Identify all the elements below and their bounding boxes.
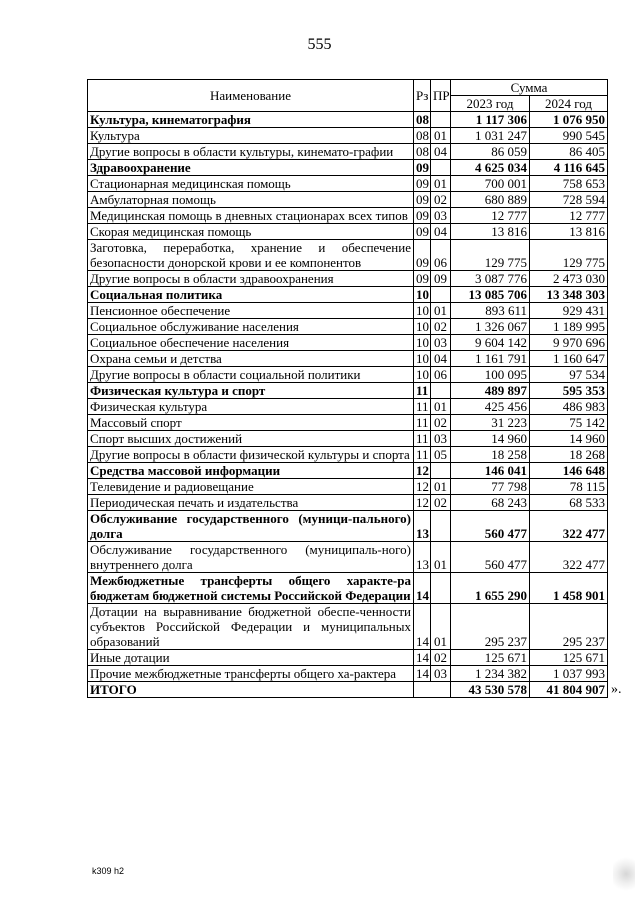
- row-amount-2023: 425 456: [451, 399, 530, 415]
- row-name: Медицинская помощь в дневных стационарах всех типов: [88, 208, 414, 224]
- row-rz-code: 14: [414, 573, 431, 604]
- row-pr-code: [431, 383, 451, 399]
- row-amount-2024: 146 648: [530, 463, 608, 479]
- table-row: [88, 208, 608, 224]
- row-name: Социальное обслуживание населения: [88, 319, 414, 335]
- row-rz-code: 08: [414, 112, 431, 128]
- row-pr-code: 01: [431, 303, 451, 319]
- row-amount-2024: 9 970 696: [530, 335, 608, 351]
- footer-code: k309 h2: [92, 866, 125, 876]
- row-name: Амбулаторная помощь: [88, 192, 414, 208]
- row-pr-code: [431, 160, 451, 176]
- row-amount-2024: 97 534: [530, 367, 608, 383]
- row-name: Дотации на выравнивание бюджетной обеспе-ченности субъектов Российской Федерации и муниципальных образований: [88, 604, 414, 650]
- row-rz-code: 09: [414, 224, 431, 240]
- row-name: Другие вопросы в области физической культуры и спорта: [88, 447, 414, 463]
- table-section-row: [88, 160, 608, 176]
- row-amount-2023: 680 889: [451, 192, 530, 208]
- table-row: [88, 367, 608, 383]
- row-amount-2024: 125 671: [530, 650, 608, 666]
- header-rz: Рз: [414, 80, 431, 112]
- row-rz-code: 14: [414, 650, 431, 666]
- row-pr-code: 03: [431, 431, 451, 447]
- row-amount-2024: 68 533: [530, 495, 608, 511]
- row-rz-code: 08: [414, 144, 431, 160]
- row-rz-code: 10: [414, 319, 431, 335]
- row-rz-code: 09: [414, 192, 431, 208]
- table-row: [88, 303, 608, 319]
- row-pr-code: 01: [431, 479, 451, 495]
- row-amount-2023: 68 243: [451, 495, 530, 511]
- row-rz-code: 09: [414, 271, 431, 287]
- table-row: [88, 666, 608, 682]
- table-body: [88, 112, 608, 698]
- row-name: Иные дотации: [88, 650, 414, 666]
- row-pr-code: 09: [431, 271, 451, 287]
- table-row: [88, 240, 608, 271]
- row-name: Другие вопросы в области социальной политики: [88, 367, 414, 383]
- row-amount-2023: 1 031 247: [451, 128, 530, 144]
- table-section-row: [88, 573, 608, 604]
- row-pr-code: 02: [431, 495, 451, 511]
- row-amount-2023: 295 237: [451, 604, 530, 650]
- table-row: [88, 351, 608, 367]
- row-amount-2023: 100 095: [451, 367, 530, 383]
- row-amount-2024: 14 960: [530, 431, 608, 447]
- header-name: Наименование: [88, 80, 414, 112]
- table-row: [88, 415, 608, 431]
- table-row: [88, 144, 608, 160]
- row-pr-code: 06: [431, 240, 451, 271]
- row-pr-code: 04: [431, 144, 451, 160]
- row-rz-code: 14: [414, 604, 431, 650]
- table-row: [88, 128, 608, 144]
- table-section-row: [88, 511, 608, 542]
- header-year-2024: 2024 год: [530, 96, 608, 112]
- table-row: [88, 176, 608, 192]
- row-name: Физическая культура и спорт: [88, 383, 414, 399]
- row-pr-code: 03: [431, 208, 451, 224]
- row-rz-code: 13: [414, 511, 431, 542]
- row-amount-2023: 4 625 034: [451, 160, 530, 176]
- row-amount-2023: 3 087 776: [451, 271, 530, 287]
- row-amount-2024: 486 983: [530, 399, 608, 415]
- row-name: Массовый спорт: [88, 415, 414, 431]
- row-name: Социальная политика: [88, 287, 414, 303]
- row-pr-code: [431, 511, 451, 542]
- row-name: Пенсионное обеспечение: [88, 303, 414, 319]
- row-name: Межбюджетные трансферты общего характе-ра бюджетам бюджетной системы Российской Федерации: [88, 573, 414, 604]
- row-name: Социальное обеспечение населения: [88, 335, 414, 351]
- closing-quote: ».: [611, 681, 622, 697]
- row-pr-code: [431, 573, 451, 604]
- row-rz-code: 10: [414, 367, 431, 383]
- row-name: Заготовка, переработка, хранение и обеспечение безопасности донорской крови и ее компонентов: [88, 240, 414, 271]
- header-sum: Сумма: [451, 80, 608, 96]
- budget-table: [87, 79, 608, 698]
- row-amount-2024: 929 431: [530, 303, 608, 319]
- row-rz-code: 14: [414, 666, 431, 682]
- row-amount-2023: 125 671: [451, 650, 530, 666]
- row-amount-2023: 12 777: [451, 208, 530, 224]
- row-name: Охрана семьи и детства: [88, 351, 414, 367]
- row-name: Другие вопросы в области здравоохранения: [88, 271, 414, 287]
- row-amount-2023: 129 775: [451, 240, 530, 271]
- row-amount-2024: 758 653: [530, 176, 608, 192]
- total-2023: 43 530 578: [451, 682, 530, 698]
- row-rz-code: 09: [414, 240, 431, 271]
- row-amount-2023: 14 960: [451, 431, 530, 447]
- row-amount-2023: 146 041: [451, 463, 530, 479]
- row-amount-2024: 1 458 901: [530, 573, 608, 604]
- row-name: Обслуживание государственного (муници-пального) долга: [88, 511, 414, 542]
- row-name: Культура: [88, 128, 414, 144]
- row-amount-2024: 75 142: [530, 415, 608, 431]
- row-amount-2024: 322 477: [530, 511, 608, 542]
- row-pr-code: [431, 112, 451, 128]
- table-row: [88, 399, 608, 415]
- row-pr-code: 03: [431, 335, 451, 351]
- row-amount-2024: 18 268: [530, 447, 608, 463]
- total-label: ИТОГО: [88, 682, 414, 698]
- row-rz-code: 08: [414, 128, 431, 144]
- row-amount-2023: 86 059: [451, 144, 530, 160]
- row-amount-2023: 1 161 791: [451, 351, 530, 367]
- row-amount-2023: 560 477: [451, 511, 530, 542]
- row-amount-2024: 1 037 993: [530, 666, 608, 682]
- row-pr-code: 01: [431, 176, 451, 192]
- row-pr-code: [431, 287, 451, 303]
- row-amount-2023: 1 326 067: [451, 319, 530, 335]
- table-section-row: [88, 383, 608, 399]
- row-pr-code: 04: [431, 224, 451, 240]
- row-pr-code: 03: [431, 666, 451, 682]
- row-name: Здравоохранение: [88, 160, 414, 176]
- row-amount-2023: 13 816: [451, 224, 530, 240]
- total-blank: [414, 682, 431, 698]
- row-name: Средства массовой информации: [88, 463, 414, 479]
- row-amount-2024: 295 237: [530, 604, 608, 650]
- row-amount-2024: 322 477: [530, 542, 608, 573]
- row-rz-code: 10: [414, 303, 431, 319]
- row-name: Прочие межбюджетные трансферты общего ха-рактера: [88, 666, 414, 682]
- row-name: Скорая медицинская помощь: [88, 224, 414, 240]
- row-pr-code: 05: [431, 447, 451, 463]
- row-pr-code: 04: [431, 351, 451, 367]
- total-row: [88, 682, 608, 698]
- row-rz-code: 13: [414, 542, 431, 573]
- table-row: [88, 495, 608, 511]
- row-amount-2024: 1 160 647: [530, 351, 608, 367]
- header-pr: ПР: [431, 80, 451, 112]
- row-amount-2024: 86 405: [530, 144, 608, 160]
- row-amount-2023: 18 258: [451, 447, 530, 463]
- row-rz-code: 10: [414, 335, 431, 351]
- row-pr-code: 02: [431, 319, 451, 335]
- row-pr-code: 01: [431, 128, 451, 144]
- table-row: [88, 604, 608, 650]
- table-row: [88, 650, 608, 666]
- row-name: Другие вопросы в области культуры, кинемато-графии: [88, 144, 414, 160]
- row-rz-code: 10: [414, 351, 431, 367]
- row-pr-code: 01: [431, 604, 451, 650]
- row-rz-code: 10: [414, 287, 431, 303]
- row-amount-2024: 2 473 030: [530, 271, 608, 287]
- header-year-2023: 2023 год: [451, 96, 530, 112]
- row-amount-2023: 1 117 306: [451, 112, 530, 128]
- row-amount-2024: 1 189 995: [530, 319, 608, 335]
- row-name: Телевидение и радиовещание: [88, 479, 414, 495]
- table-row: [88, 542, 608, 573]
- row-amount-2023: 893 611: [451, 303, 530, 319]
- total-blank: [431, 682, 451, 698]
- table-row: [88, 192, 608, 208]
- row-amount-2024: 13 816: [530, 224, 608, 240]
- row-rz-code: 11: [414, 399, 431, 415]
- row-amount-2024: 990 545: [530, 128, 608, 144]
- row-name: Обслуживание государственного (муниципаль-ного) внутреннего долга: [88, 542, 414, 573]
- row-amount-2023: 77 798: [451, 479, 530, 495]
- row-rz-code: 11: [414, 431, 431, 447]
- row-pr-code: 01: [431, 399, 451, 415]
- table-row: [88, 479, 608, 495]
- row-amount-2023: 700 001: [451, 176, 530, 192]
- page-number: 555: [307, 36, 332, 53]
- row-name: Физическая культура: [88, 399, 414, 415]
- row-rz-code: 11: [414, 383, 431, 399]
- row-rz-code: 12: [414, 479, 431, 495]
- row-amount-2024: 78 115: [530, 479, 608, 495]
- row-name: Культура, кинематография: [88, 112, 414, 128]
- row-pr-code: 01: [431, 542, 451, 573]
- table-section-row: [88, 287, 608, 303]
- total-2024: 41 804 907: [530, 682, 608, 698]
- row-pr-code: 02: [431, 192, 451, 208]
- row-amount-2024: 12 777: [530, 208, 608, 224]
- row-name: Периодическая печать и издательства: [88, 495, 414, 511]
- table-row: [88, 224, 608, 240]
- row-pr-code: 02: [431, 415, 451, 431]
- row-rz-code: 09: [414, 176, 431, 192]
- row-amount-2023: 31 223: [451, 415, 530, 431]
- table-row: [88, 271, 608, 287]
- row-name: Стационарная медицинская помощь: [88, 176, 414, 192]
- row-rz-code: 09: [414, 208, 431, 224]
- row-pr-code: 06: [431, 367, 451, 383]
- row-amount-2023: 489 897: [451, 383, 530, 399]
- row-rz-code: 12: [414, 463, 431, 479]
- row-amount-2024: 129 775: [530, 240, 608, 271]
- table-section-row: [88, 112, 608, 128]
- table-row: [88, 335, 608, 351]
- row-amount-2024: 13 348 303: [530, 287, 608, 303]
- row-name: Спорт высших достижений: [88, 431, 414, 447]
- row-pr-code: [431, 463, 451, 479]
- row-rz-code: 09: [414, 160, 431, 176]
- table-section-row: [88, 463, 608, 479]
- row-amount-2023: 9 604 142: [451, 335, 530, 351]
- table-row: [88, 431, 608, 447]
- row-amount-2023: 560 477: [451, 542, 530, 573]
- row-amount-2024: 728 594: [530, 192, 608, 208]
- row-pr-code: 02: [431, 650, 451, 666]
- row-rz-code: 11: [414, 415, 431, 431]
- row-rz-code: 12: [414, 495, 431, 511]
- row-amount-2023: 1 655 290: [451, 573, 530, 604]
- row-amount-2023: 1 234 382: [451, 666, 530, 682]
- scan-artifact: [613, 854, 635, 894]
- table-row: [88, 447, 608, 463]
- table-row: [88, 319, 608, 335]
- row-amount-2023: 13 085 706: [451, 287, 530, 303]
- row-rz-code: 11: [414, 447, 431, 463]
- row-amount-2024: 595 353: [530, 383, 608, 399]
- row-amount-2024: 4 116 645: [530, 160, 608, 176]
- row-amount-2024: 1 076 950: [530, 112, 608, 128]
